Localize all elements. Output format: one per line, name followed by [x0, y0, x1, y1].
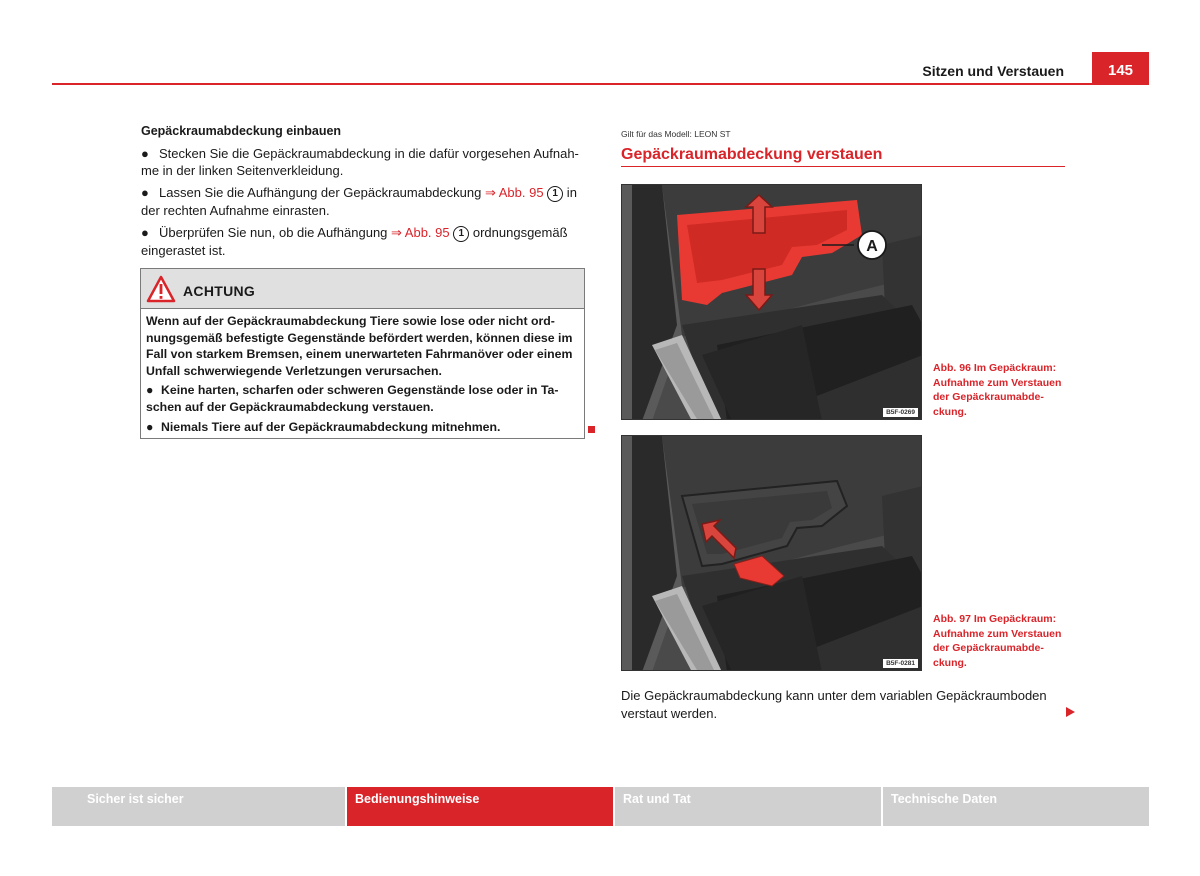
step-text: Überprüfen Sie nun, ob die Aufhängung	[159, 225, 392, 240]
warning-box	[140, 268, 585, 439]
step-text: Lassen Sie die Aufhängung der Gepäckraumabdeckung	[159, 185, 485, 200]
bullet-icon: ●	[141, 185, 149, 200]
install-steps	[141, 145, 585, 259]
bullet-icon: ●	[141, 146, 149, 161]
bullet-icon: ●	[141, 225, 149, 240]
step-text: in der rechten Aufnahme einrasten.	[141, 185, 577, 218]
section-end-marker	[588, 426, 595, 433]
step-text: ordnungsgemäß eingerastet ist.	[141, 225, 568, 258]
figure-code: B5F-0269	[883, 408, 918, 417]
header-divider	[52, 83, 1149, 85]
install-step	[141, 224, 585, 259]
page-number: 145	[1092, 52, 1149, 85]
warning-title: ACHTUNG	[183, 283, 256, 299]
figure-97-image	[621, 435, 922, 671]
continue-arrow-icon	[1066, 707, 1075, 717]
section-header-title: Sitzen und Verstauen	[922, 63, 1064, 79]
warning-text: Wenn auf der Gepäckraumabdeckung Tiere sowie lose oder nicht ord-nungsgemäß befestigte Gegenstände befördert werden, können diese im Fall von starkem Bremsen, einem unerwarteten Fahrmanöver oder einem Unfall schwerwiegende Verletzungen verursachen.	[146, 314, 573, 378]
figure-reference-link[interactable]: ⇒ Abb. 95	[391, 225, 450, 240]
section-title-underline	[621, 166, 1065, 167]
install-step	[141, 145, 585, 179]
nav-tab-sicher-ist-sicher[interactable]: Sicher ist sicher	[52, 787, 345, 826]
warning-header	[141, 269, 584, 309]
install-heading: Gepäckraumabdeckung einbauen	[141, 124, 342, 138]
figure-96-image	[621, 184, 922, 420]
warning-bullet-text: Niemals Tiere auf der Gepäckraumabdeckung mitnehmen.	[161, 420, 501, 434]
body-paragraph: Die Gepäckraumabdeckung kann unter dem variablen Gepäckraumboden verstaut werden.	[621, 688, 1047, 721]
warning-body	[141, 309, 584, 436]
chapter-nav	[52, 787, 1149, 826]
figure-96-caption: Abb. 96 Im Gepäckraum: Aufnahme zum Verstauen der Gepäckraumabde-ckung.	[933, 362, 1062, 418]
figure-code: B5F-0281	[883, 659, 918, 668]
nav-tab-bedienungshinweise[interactable]: Bedienungshinweise	[347, 787, 613, 826]
figure-97-caption: Abb. 97 Im Gepäckraum: Aufnahme zum Verstauen der Gepäckraumabde-ckung.	[933, 613, 1062, 669]
callout-number-icon: 1	[547, 186, 563, 202]
install-step	[141, 184, 585, 219]
label-a-callout: A	[866, 238, 878, 255]
bullet-icon: ●	[146, 420, 154, 434]
nav-tab-rat-und-tat[interactable]: Rat und Tat	[615, 787, 881, 826]
model-note: Gilt für das Modell: LEON ST	[621, 129, 731, 139]
warning-bullet	[146, 382, 579, 415]
figure-reference-link[interactable]: ⇒ Abb. 95	[484, 185, 544, 200]
section-title: Gepäckraumabdeckung verstauen	[621, 146, 883, 163]
nav-tab-technische-daten[interactable]: Technische Daten	[883, 787, 1149, 826]
step-text: Stecken Sie die Gepäckraumabdeckung in die dafür vorgesehen Aufnah-me in der linken Seitenverkleidung.	[141, 146, 579, 178]
left-column	[141, 124, 585, 264]
warning-bullet	[146, 419, 579, 436]
bullet-icon: ●	[146, 383, 154, 397]
warning-triangle-icon	[146, 275, 176, 303]
warning-bullet-text: Keine harten, scharfen oder schweren Gegenstände lose oder in Ta-schen auf der Gepäckraumabdeckung verstauen.	[146, 383, 559, 414]
callout-number-icon: 1	[453, 226, 469, 242]
